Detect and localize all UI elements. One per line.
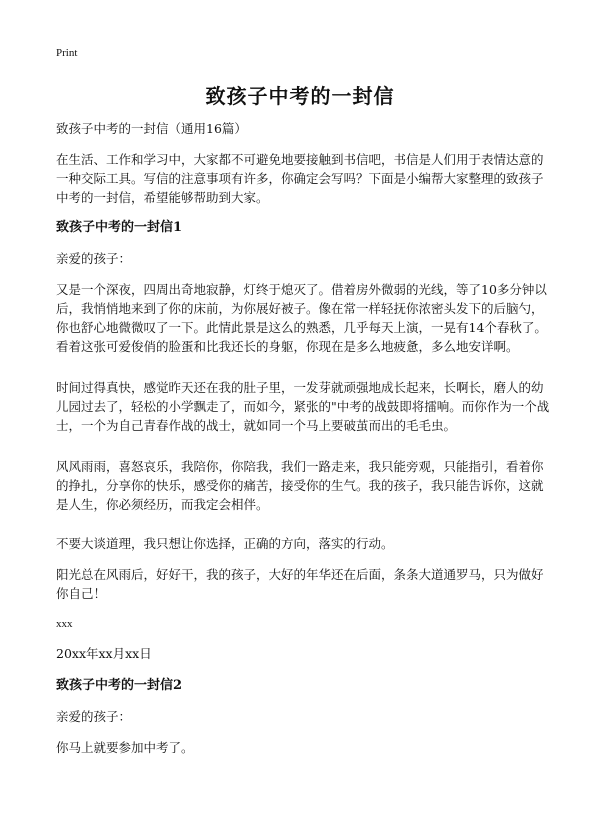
letter2-heading: 致孩子中考的一封信2 bbox=[56, 678, 183, 693]
letter1-date: 20xx年xx月xx日 bbox=[56, 646, 152, 661]
letter1-paragraph-4: 不要大谈道理，我只想让你选择，正确的方向，落实的行动。 bbox=[56, 536, 394, 551]
letter1-paragraph-3: 风风雨雨，喜怒哀乐，我陪你，你陪我，我们一路走来，我只能旁观，只能指引，看着你的挣扎，分享你的快乐，感受你的痛苦，接受你的生气。我的孩子，我只能告诉你，这就是人生，你必须经历，而我定会相伴。 bbox=[56, 459, 544, 512]
letter1-paragraph-5: 阳光总在风雨后，好好干，我的孩子，大好的年华还在后面，条条大道通罗马，只为做好你自己！ bbox=[56, 567, 544, 601]
intro-paragraph: 在生活、工作和学习中，大家都不可避免地要接触到书信吧，书信是人们用于表情达意的一种交际工具。写信的注意事项有许多，你确定会写吗？下面是小编帮大家整理的致孩子中考的一封信，希望能够帮助到大家。 bbox=[56, 152, 544, 205]
letter2-greeting: 亲爱的孩子： bbox=[56, 709, 132, 724]
letter1-greeting: 亲爱的孩子： bbox=[56, 251, 132, 266]
letter1-heading: 致孩子中考的一封信1 bbox=[56, 220, 183, 235]
doc-subtitle: 致孩子中考的一封信（通用16篇） bbox=[56, 121, 247, 136]
letter1-paragraph-2: 时间过得真快，感觉昨天还在我的肚子里，一发芽就顽强地成长起来，长啊长，磨人的幼儿园过去了，轻松的小学飘走了，而如今，紧张的"中考的战鼓即将擂响。而你作为一个战士，一个为自己青春作战的战士，就如同一个马上要破茧而出的毛毛虫。 bbox=[56, 380, 550, 433]
letter2-paragraph-1: 你马上就要参加中考了。 bbox=[56, 740, 194, 755]
page-title: 致孩子中考的一封信 bbox=[205, 84, 395, 108]
print-link[interactable]: Print bbox=[56, 47, 78, 59]
letter1-paragraph-1: 又是一个深夜，四周出奇地寂静，灯终于熄灭了。借着房外微弱的光线，等了10多分钟以后，我悄悄地来到了你的床前，为你展好被子。像在常一样轻抚你浓密头发下的后脑勺，你也舒心地微微叹了一下。此情此景是这么的熟悉，几乎每天上演，一晃有14个春秋了。看着这张可爱俊俏的脸蛋和比我还长的身躯，你现在是多么地疲惫，多么地安详啊。 bbox=[56, 282, 547, 354]
letter1-signature: xxx bbox=[56, 618, 73, 630]
